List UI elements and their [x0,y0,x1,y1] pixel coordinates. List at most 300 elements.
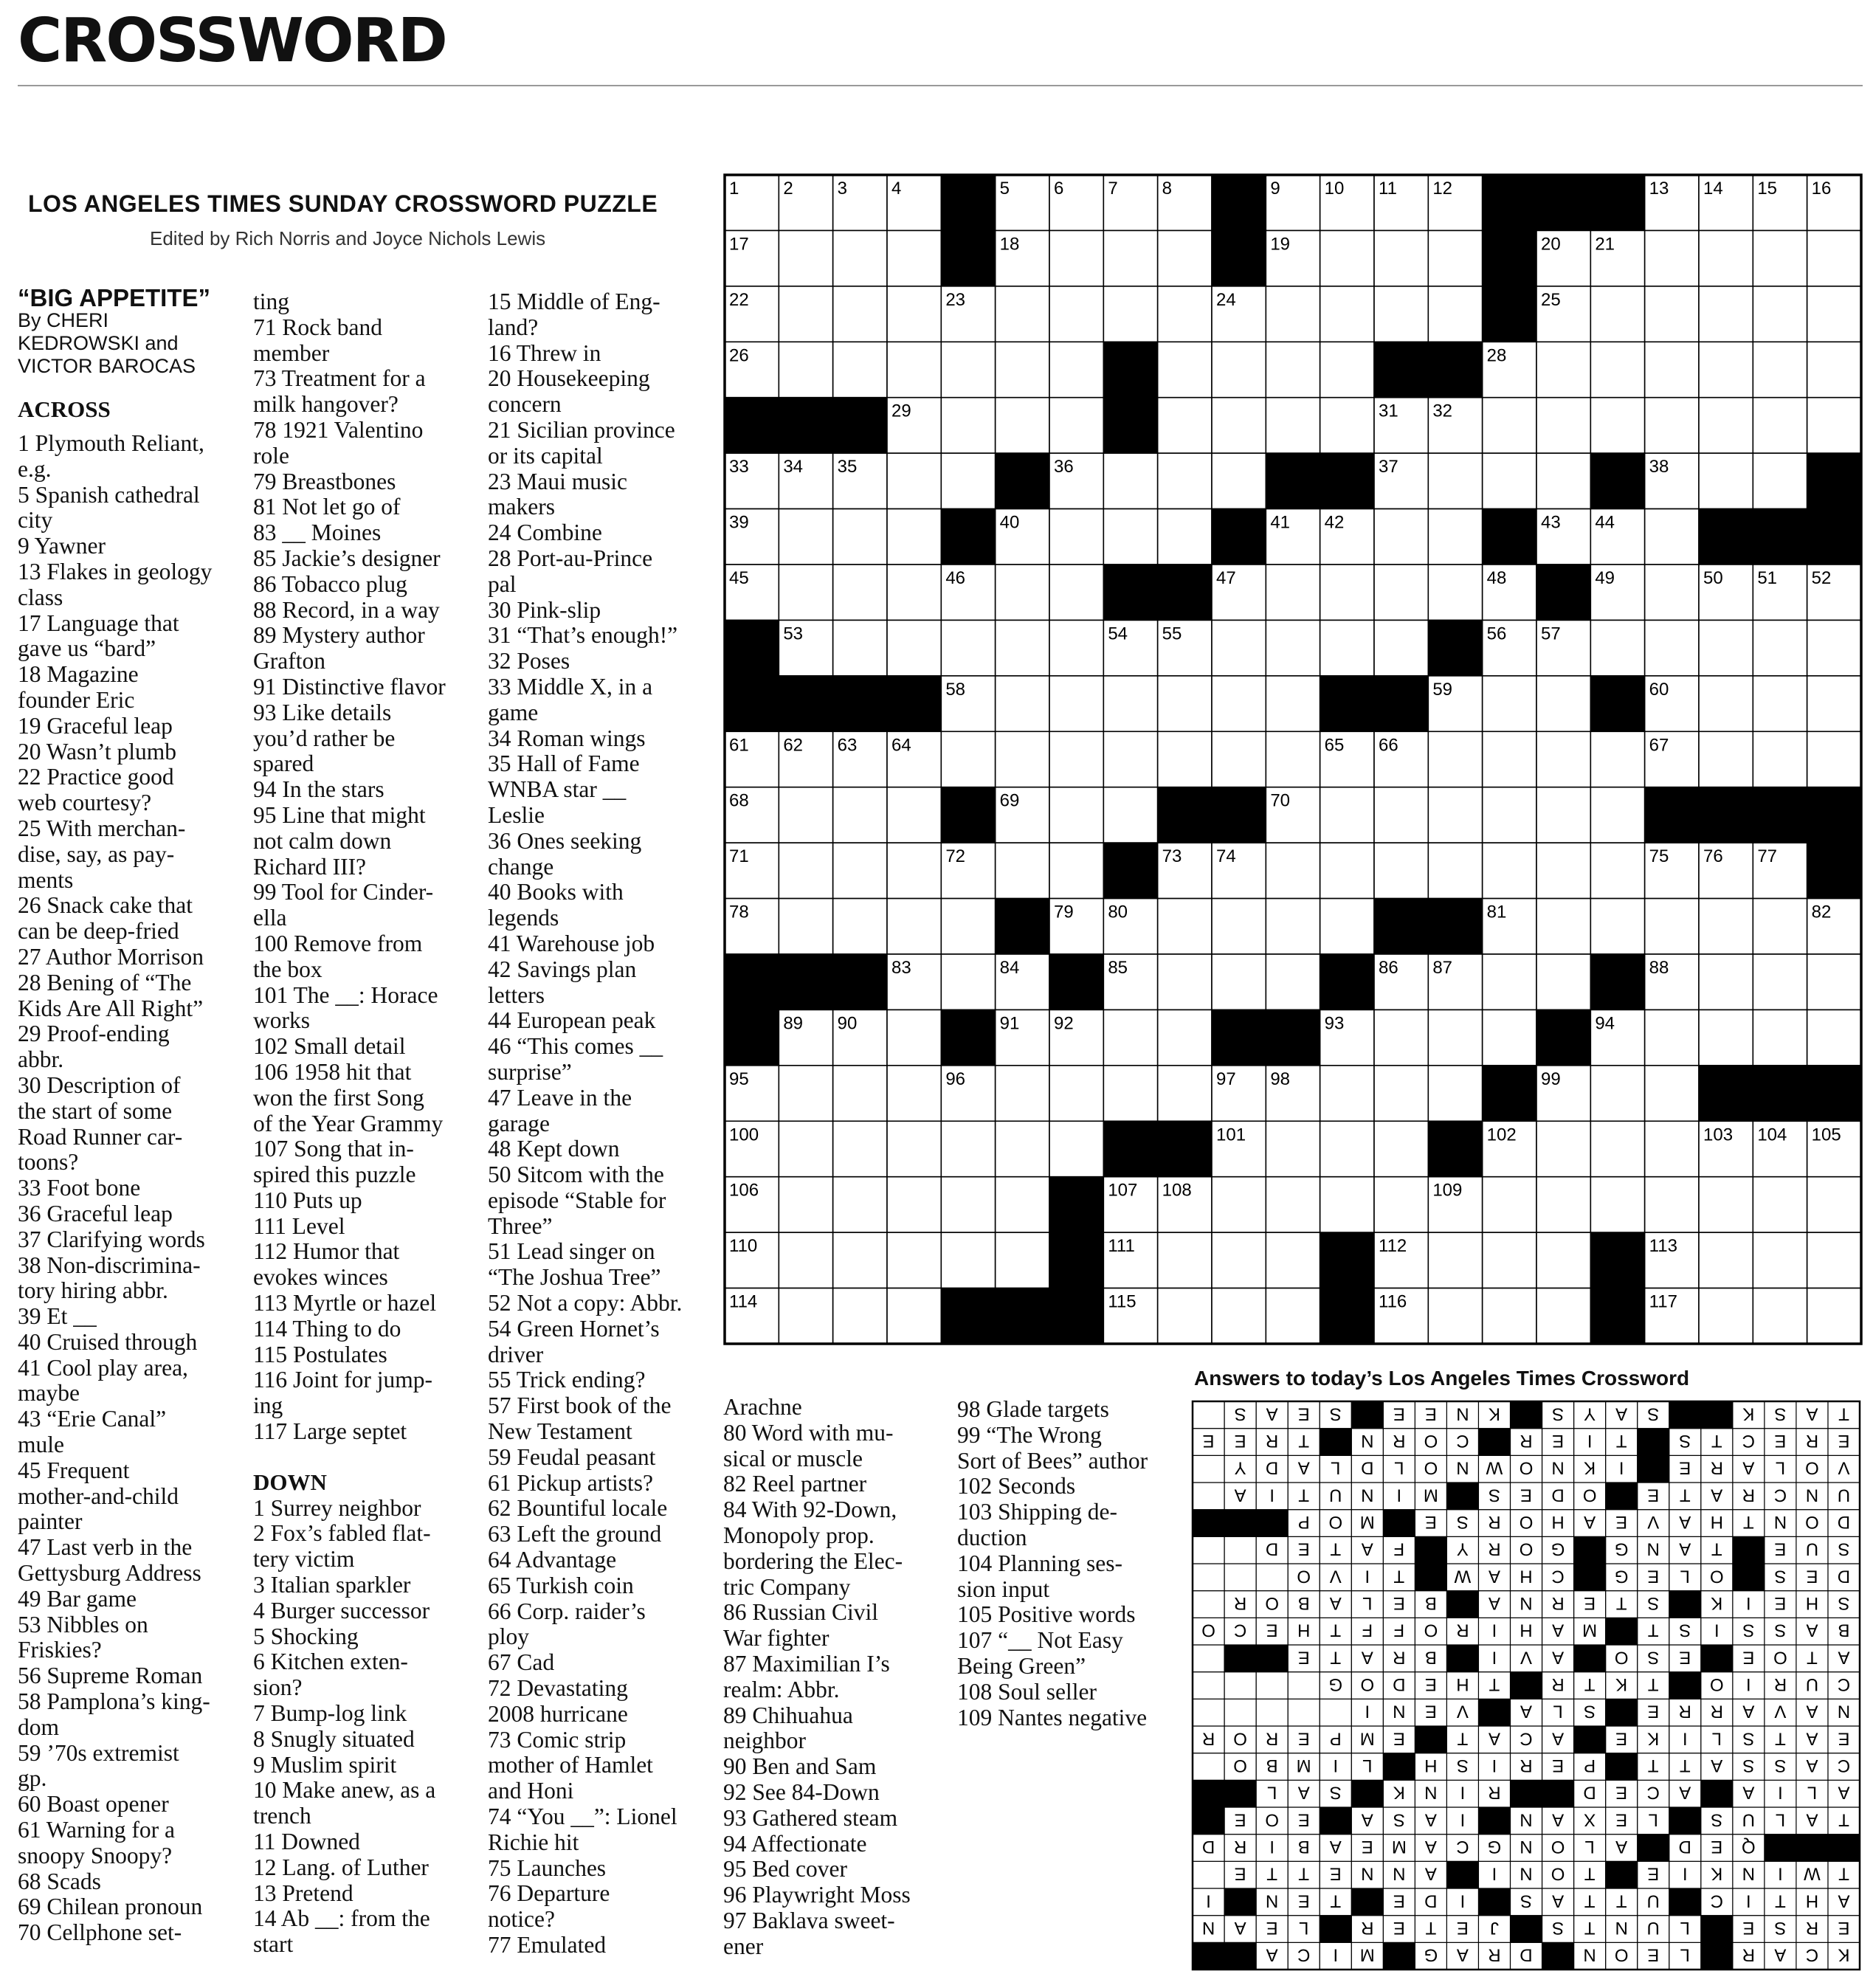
grid-cell[interactable] [1266,1232,1320,1288]
grid-cell[interactable] [887,843,941,898]
grid-cell[interactable] [887,453,941,508]
grid-cell[interactable] [833,286,887,342]
grid-cell[interactable] [1158,731,1212,787]
grid-cell[interactable] [1699,342,1753,397]
grid-cell[interactable] [1428,1288,1482,1344]
grid-cell[interactable] [1212,1177,1266,1232]
grid-cell[interactable] [1212,676,1266,731]
grid-cell[interactable] [1049,731,1103,787]
grid-cell[interactable] [941,398,995,453]
grid-block [1049,1232,1103,1288]
grid-cell[interactable] [1049,676,1103,731]
grid-cell[interactable] [1645,342,1699,397]
cell-number: 103 [1703,1125,1734,1145]
grid-cell[interactable] [1428,1066,1482,1121]
grid-cell[interactable] [1158,230,1212,286]
clue-line: 9 Yawner [18,533,106,559]
grid-cell[interactable] [1158,342,1212,397]
grid-cell[interactable] [1645,565,1699,620]
grid-cell[interactable] [941,899,995,954]
clue-line: 93 Like details [253,699,392,725]
grid-cell[interactable] [1536,1121,1590,1176]
grid-cell[interactable] [1266,342,1320,397]
grid-cell[interactable] [996,342,1049,397]
grid-cell[interactable] [1374,1066,1428,1121]
grid-cell[interactable] [779,342,832,397]
grid-cell[interactable] [1428,1232,1482,1288]
grid-cell[interactable] [1158,1009,1212,1065]
grid-cell[interactable] [1753,453,1807,508]
grid-cell[interactable] [1158,676,1212,731]
grid-cell[interactable] [1428,843,1482,898]
clue-line: 52 Not a copy: Abbr. [488,1290,683,1316]
grid-cell[interactable] [996,731,1049,787]
grid-cell[interactable] [1590,342,1644,397]
grid-cell[interactable] [1536,899,1590,954]
grid-cell[interactable] [1483,1232,1536,1288]
grid-cell[interactable] [1645,398,1699,453]
grid-cell[interactable] [887,342,941,397]
grid-cell[interactable] [1266,1121,1320,1176]
clue-line: Road Runner car- [18,1123,183,1150]
grid-cell[interactable] [1590,398,1644,453]
grid-cell[interactable] [833,1177,887,1232]
grid-cell[interactable] [779,286,832,342]
grid-cell[interactable] [1590,731,1644,787]
grid-cell[interactable] [1590,899,1644,954]
answer-letter: C [1773,1485,1787,1505]
grid-cell[interactable] [941,453,995,508]
clue-line: you’d rather be [253,725,396,751]
grid-cell[interactable] [1158,1232,1212,1288]
grid-cell[interactable] [1753,731,1807,787]
grid-cell[interactable] [941,954,995,1009]
grid-cell[interactable] [1320,398,1374,453]
grid-cell[interactable] [996,843,1049,898]
answer-letter: D [1551,1485,1565,1505]
grid-cell[interactable] [1266,620,1320,675]
grid-cell[interactable] [887,509,941,565]
grid-cell[interactable] [1753,676,1807,731]
grid-cell[interactable] [1590,620,1644,675]
grid-cell[interactable] [996,286,1049,342]
cell-number: 86 [1379,958,1398,978]
grid-cell[interactable] [887,1121,941,1176]
grid-cell[interactable] [1753,342,1807,397]
grid-cell[interactable] [1753,620,1807,675]
grid-cell[interactable] [1158,1066,1212,1121]
grid-cell[interactable] [1590,1066,1644,1121]
grid-cell[interactable] [1483,1009,1536,1065]
grid-cell[interactable] [833,620,887,675]
answer-letter: E [1615,1782,1628,1803]
grid-cell[interactable] [1374,509,1428,565]
grid-cell[interactable] [1320,342,1374,397]
crossword-grid[interactable] [723,173,1863,1345]
grid-cell[interactable] [1374,1009,1428,1065]
answer-letter: A [1742,1457,1755,1478]
grid-cell[interactable] [1374,565,1428,620]
grid-cell[interactable] [833,1232,887,1288]
grid-cell[interactable] [1753,286,1807,342]
grid-cell[interactable] [1699,1009,1753,1065]
grid-cell[interactable] [1320,565,1374,620]
grid-cell[interactable] [1103,676,1157,731]
grid-cell[interactable] [1645,1066,1699,1121]
grid-block [1212,175,1266,230]
grid-cell[interactable] [941,1232,995,1288]
grid-block [725,954,779,1009]
grid-cell[interactable] [1103,787,1157,843]
grid-cell[interactable] [779,1288,832,1344]
grid-cell[interactable] [1049,620,1103,675]
grid-cell[interactable] [1753,1232,1807,1288]
grid-cell[interactable] [887,1232,941,1288]
grid-cell[interactable] [779,843,832,898]
grid-cell[interactable] [1320,899,1374,954]
grid-cell[interactable] [1428,509,1482,565]
grid-cell[interactable] [1807,1009,1861,1065]
grid-cell[interactable] [1807,676,1861,731]
grid-cell[interactable] [1049,1121,1103,1176]
grid-cell[interactable] [996,1232,1049,1288]
clue-line: “The Joshua Tree” [488,1264,661,1291]
grid-cell[interactable] [1212,453,1266,508]
grid-cell[interactable] [1158,453,1212,508]
grid-cell[interactable] [1103,1066,1157,1121]
grid-cell[interactable] [1049,509,1103,565]
grid-cell[interactable] [1483,954,1536,1009]
grid-cell[interactable] [779,1066,832,1121]
grid-cell[interactable] [1645,620,1699,675]
grid-cell[interactable] [833,787,887,843]
grid-cell[interactable] [1483,1177,1536,1232]
grid-cell[interactable] [1266,398,1320,453]
grid-cell[interactable] [779,899,832,954]
grid-cell[interactable] [1590,286,1644,342]
grid-cell[interactable] [1645,509,1699,565]
grid-cell[interactable] [887,787,941,843]
grid-cell[interactable] [1590,843,1644,898]
grid-cell[interactable] [1374,620,1428,675]
grid-cell[interactable] [1049,787,1103,843]
grid-cell[interactable] [1212,954,1266,1009]
grid-cell[interactable] [1320,843,1374,898]
grid-cell[interactable] [1699,286,1753,342]
grid-cell[interactable] [1807,954,1861,1009]
grid-cell[interactable] [1212,1232,1266,1288]
grid-cell[interactable] [1807,731,1861,787]
grid-cell[interactable] [1266,565,1320,620]
grid-cell[interactable] [1049,230,1103,286]
grid-cell[interactable] [1428,286,1482,342]
answer-letter: A [1329,1837,1342,1857]
grid-cell[interactable] [941,342,995,397]
grid-cell[interactable] [1699,398,1753,453]
grid-cell[interactable] [779,565,832,620]
grid-cell[interactable] [1212,398,1266,453]
grid-cell[interactable] [1212,342,1266,397]
grid-cell[interactable] [833,843,887,898]
grid-cell[interactable] [941,1121,995,1176]
grid-cell[interactable] [887,565,941,620]
grid-cell[interactable] [1645,1177,1699,1232]
grid-cell[interactable] [833,1288,887,1344]
grid-cell[interactable] [1699,676,1753,731]
grid-cell[interactable] [1590,787,1644,843]
grid-cell[interactable] [1212,899,1266,954]
grid-cell[interactable] [779,230,832,286]
grid-cell[interactable] [779,787,832,843]
cell-number: 37 [1379,457,1398,477]
grid-cell[interactable] [1699,731,1753,787]
grid-cell[interactable] [1049,1066,1103,1121]
grid-cell[interactable] [1645,899,1699,954]
grid-cell[interactable] [833,899,887,954]
grid-cell[interactable] [1158,398,1212,453]
grid-cell[interactable] [1536,1288,1590,1344]
grid-cell[interactable] [1158,286,1212,342]
grid-cell[interactable] [1103,509,1157,565]
grid-cell[interactable] [833,230,887,286]
answer-letter: E [1774,1539,1787,1559]
answer-letter: N [1520,1809,1533,1830]
grid-cell[interactable] [1483,453,1536,508]
grid-cell[interactable] [1374,286,1428,342]
cell-number: 73 [1162,846,1182,867]
grid-cell[interactable] [996,1121,1049,1176]
answer-letter: A [1838,1891,1850,1911]
grid-cell[interactable] [1374,1177,1428,1232]
grid-cell[interactable] [887,230,941,286]
clue-line: 21 Sicilian province [488,416,675,443]
grid-cell[interactable] [1049,398,1103,453]
grid-cell[interactable] [1266,676,1320,731]
grid-cell[interactable] [1103,453,1157,508]
grid-cell[interactable] [1699,1177,1753,1232]
grid-cell[interactable] [1212,1288,1266,1344]
grid-cell[interactable] [833,1066,887,1121]
grid-cell[interactable] [779,1121,832,1176]
answer-block [1574,1536,1606,1564]
grid-cell[interactable] [1266,1288,1320,1344]
answer-letter: R [1488,1782,1501,1803]
grid-cell[interactable] [1049,843,1103,898]
answer-cell [1256,1564,1288,1591]
grid-cell[interactable] [1699,453,1753,508]
grid-cell[interactable] [779,509,832,565]
grid-cell[interactable] [1320,787,1374,843]
grid-cell[interactable] [1807,620,1861,675]
grid-cell[interactable] [1753,899,1807,954]
clue-line: 76 Departure [488,1880,610,1907]
grid-cell[interactable] [1483,1288,1536,1344]
grid-cell[interactable] [1428,731,1482,787]
grid-cell[interactable] [1428,453,1482,508]
grid-cell[interactable] [1103,731,1157,787]
answer-letter: I [1269,1485,1274,1505]
grid-cell[interactable] [1536,398,1590,453]
grid-cell[interactable] [996,620,1049,675]
grid-cell[interactable] [779,1177,832,1232]
grid-cell[interactable] [1483,843,1536,898]
grid-cell[interactable] [1536,676,1590,731]
answer-letter: R [1520,1431,1533,1451]
grid-cell[interactable] [1428,565,1482,620]
grid-cell[interactable] [1158,954,1212,1009]
grid-cell[interactable] [1699,954,1753,1009]
grid-cell[interactable] [1753,1288,1807,1344]
grid-cell[interactable] [833,565,887,620]
grid-cell[interactable] [1266,731,1320,787]
grid-cell[interactable] [996,676,1049,731]
grid-block [1266,453,1320,508]
grid-cell[interactable] [887,1066,941,1121]
grid-cell[interactable] [1536,954,1590,1009]
answer-letter: A [1838,1647,1850,1668]
grid-cell[interactable] [1753,230,1807,286]
grid-cell[interactable] [1266,1177,1320,1232]
grid-cell[interactable] [887,1177,941,1232]
answer-letter: T [1425,1918,1437,1938]
grid-cell[interactable] [1699,899,1753,954]
grid-cell[interactable] [887,620,941,675]
grid-cell[interactable] [1428,1009,1482,1065]
grid-cell[interactable] [1645,230,1699,286]
grid-cell[interactable] [1536,453,1590,508]
grid-cell[interactable] [1158,509,1212,565]
grid-cell[interactable] [1536,731,1590,787]
grid-cell[interactable] [1645,1121,1699,1176]
grid-cell[interactable] [1266,954,1320,1009]
puzzle-heading: LOS ANGELES TIMES SUNDAY CROSSWORD PUZZLE [28,190,658,217]
grid-cell[interactable] [887,899,941,954]
grid-cell[interactable] [1266,843,1320,898]
clue-line: member [253,339,330,366]
grid-cell[interactable] [1699,1288,1753,1344]
grid-cell[interactable] [1807,342,1861,397]
clue-line: Three” [488,1212,553,1239]
grid-cell[interactable] [941,1177,995,1232]
grid-cell[interactable] [1320,1066,1374,1121]
grid-cell[interactable] [1374,1121,1428,1176]
grid-cell[interactable] [1374,843,1428,898]
grid-cell[interactable] [1483,676,1536,731]
grid-cell[interactable] [1483,398,1536,453]
grid-cell[interactable] [1320,1121,1374,1176]
grid-cell[interactable] [1049,286,1103,342]
grid-cell[interactable] [1320,1177,1374,1232]
answer-letter: A [1838,1782,1850,1803]
clue-line: 2 Fox’s fabled flat- [253,1520,431,1547]
grid-cell[interactable] [1536,1177,1590,1232]
grid-cell[interactable] [1266,899,1320,954]
grid-cell[interactable] [996,398,1049,453]
answer-block [1224,1510,1256,1537]
grid-cell[interactable] [1536,342,1590,397]
grid-cell[interactable] [1212,731,1266,787]
grid-cell[interactable] [1536,1232,1590,1288]
clue-line: 19 Graceful leap [18,712,173,739]
grid-cell[interactable] [1483,787,1536,843]
answer-letter: E [1552,1756,1565,1775]
answer-letter: T [1807,1647,1818,1668]
grid-cell[interactable] [1320,286,1374,342]
grid-cell[interactable] [1374,230,1428,286]
grid-cell[interactable] [1536,787,1590,843]
grid-cell[interactable] [1103,230,1157,286]
grid-cell[interactable] [1699,620,1753,675]
clue-line: 30 Description of [18,1071,181,1098]
grid-cell[interactable] [1103,286,1157,342]
grid-cell[interactable] [1645,1009,1699,1065]
grid-cell[interactable] [1807,1177,1861,1232]
grid-cell[interactable] [1807,398,1861,453]
grid-cell[interactable] [1158,899,1212,954]
answer-block [1415,1536,1446,1564]
grid-cell[interactable] [833,509,887,565]
answer-letter: D [1201,1837,1215,1857]
grid-cell[interactable] [1590,1177,1644,1232]
answer-letter: O [1360,1674,1375,1694]
grid-cell[interactable] [941,620,995,675]
grid-cell[interactable] [1266,286,1320,342]
grid-cell[interactable] [1807,230,1861,286]
clue-line: Richie hit [488,1829,579,1855]
grid-cell[interactable] [1212,620,1266,675]
grid-cell[interactable] [1753,398,1807,453]
grid-cell[interactable] [1428,230,1482,286]
grid-cell[interactable] [1753,1177,1807,1232]
grid-cell[interactable] [996,1066,1049,1121]
grid-cell[interactable] [1483,731,1536,787]
answer-letter: Q [1741,1837,1756,1857]
grid-cell[interactable] [833,1121,887,1176]
clue-line: 43 “Erie Canal” [18,1406,167,1432]
grid-cell[interactable] [1699,1232,1753,1288]
grid-cell[interactable] [1049,342,1103,397]
grid-cell[interactable] [1320,620,1374,675]
grid-cell[interactable] [996,565,1049,620]
grid-cell[interactable] [887,1009,941,1065]
grid-cell[interactable] [996,1177,1049,1232]
answer-letter: D [1265,1539,1279,1559]
grid-block [1807,787,1861,843]
grid-cell[interactable] [1374,787,1428,843]
answer-letter: E [1647,1863,1660,1884]
grid-cell[interactable] [1753,1009,1807,1065]
grid-cell[interactable] [1645,286,1699,342]
grid-cell[interactable] [1320,230,1374,286]
grid-cell[interactable] [1807,286,1861,342]
grid-block [1212,1009,1266,1065]
grid-cell[interactable] [779,1232,832,1288]
grid-cell[interactable] [1536,843,1590,898]
grid-cell[interactable] [887,1288,941,1344]
grid-cell[interactable] [1158,1288,1212,1344]
grid-cell[interactable] [1807,1288,1861,1344]
grid-cell[interactable] [887,286,941,342]
grid-cell[interactable] [1753,954,1807,1009]
grid-cell[interactable] [1049,565,1103,620]
grid-cell[interactable] [1103,1009,1157,1065]
grid-cell[interactable] [1590,1121,1644,1176]
grid-cell[interactable] [1428,787,1482,843]
grid-cell[interactable] [1807,1232,1861,1288]
grid-cell[interactable] [833,342,887,397]
grid-cell[interactable] [941,731,995,787]
grid-cell[interactable] [1699,230,1753,286]
